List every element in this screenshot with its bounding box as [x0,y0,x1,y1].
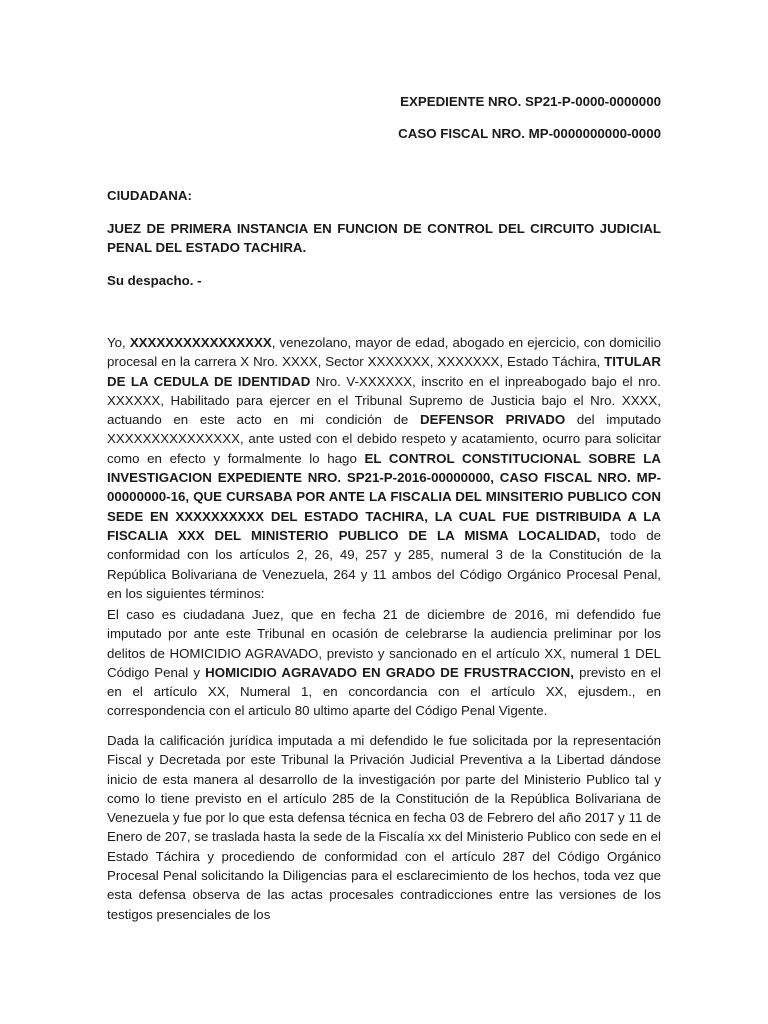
bold-segment: TITULAR DE LA CEDULA DE IDENTIDAD [107,354,661,389]
bold-segment: DEFENSOR PRIVADO [420,412,566,428]
bold-segment: HOMICIDIO AGRAVADO EN GRADO DE FRUSTRACCION, [205,664,574,680]
text-segment: Yo, [107,335,130,350]
paragraph-case [107,605,661,721]
text-segment: Nro. V-XXXXXX, inscrito en el inpreabogado bajo el nro. XXXXXX, Habilitado para ejercer en el Tribunal Supremo de Justicia bajo el Nro. XXXX, actuando en este acto en mi condición de [107,373,661,428]
text-segment: previsto en el en el artículo XX, Numeral 1, en concordancia con el artículo XX, ejusdem., en correspondencia con el articulo 80 ultimo aparte del Código Penal Vigente. [107,664,661,719]
paragraph-investigation [107,731,661,924]
text-segment: , venezolano, mayor de edad, abogado en ejercicio, con domicilio procesal en la carrera X Nro. XXXX, Sector XXXXXXX, XXXXXXX, Estado Táchira, [107,335,661,370]
text-segment: todo de conformidad con los artículos 2, 26, 49, 257 y 285, numeral 3 de la Constitución de la República Bolivariana de Venezuela, 264 y 11 ambos del Código Orgánico Procesal Penal, en los siguientes términos: [107,527,661,601]
caso-fiscal-number: CASO FISCAL NRO. MP-0000000000-0000 [398,126,661,141]
paragraph-request [107,333,661,603]
text-segment: del imputado XXXXXXXXXXXXXXX, ante usted con el debido respeto y acatamiento, ocurro para solicitar como en efecto y formalmente lo hago [107,412,661,466]
attorney-name: XXXXXXXXXXXXXXXX [129,335,272,350]
text-segment: El caso es ciudadana Juez, que en fecha 21 de diciembre de 2016, mi defendido fue imputado por ante este Tribunal en ocasión de celebrarse la audiencia preliminar por los delitos de HOMICIDIO AGRAVADO, previsto y sancionado en el artículo XX, numeral 1 DEL Código Penal y [107,607,661,680]
bold-segment: EL CONTROL CONSTITUCIONAL SOBRE LA INVESTIGACION EXPEDIENTE NRO. SP21-P-2016-00000000, CASO FISCAL NRO. MP-00000000-16, QUE CURSABA POR ANTE LA FISCALIA DEL MINSITERIO PUBLICO CON SEDE EN XXXXXXXXXX DEL ESTADO TACHIRA, LA CUAL FUE DISTRIBUIDA A LA FISCALIA XXX DEL MINISTERIO PUBLICO DE LA MISMA LOCALIDAD, [107,450,661,543]
text-segment: Dada la calificación jurídica imputada a mi defendido le fue solicitada por la representación Fiscal y Decretada por este Tribunal la Privación Judicial Preventiva a la Libertad dándose inicio de esta manera al desarrollo de la investigación por parte del Ministerio Publico tal y como lo tiene previsto en el artículo 285 de la Constitución de la República Bolivariana de Venezuela y fue por lo que esta defensa técnica en fecha 03 de Febrero del año 2017 y 11 de Enero de 207, se traslada hasta la sede de la Fiscalía xx del Ministerio Publico con sede en el Estado Táchira y procediendo de conformidad con el artículo 287 del Código Orgánico Procesal Penal solicitando la Diligencias para el esclarecimiento de los hechos, toda vez que esta defensa observa de las actas procesales contradicciones entre las versiones de los testigos presenciales de los [107,733,661,922]
addressee-judge: JUEZ DE PRIMERA INSTANCIA EN FUNCION DE CONTROL DEL CIRCUITO JUDICIAL PENAL DEL ESTADO TACHIRA. [107,221,661,256]
expediente-number: EXPEDIENTE NRO. SP21-P-0000-0000000 [400,94,661,109]
despacho-line: Su despacho. - [107,273,202,288]
salutation: CIUDADANA: [107,188,192,203]
